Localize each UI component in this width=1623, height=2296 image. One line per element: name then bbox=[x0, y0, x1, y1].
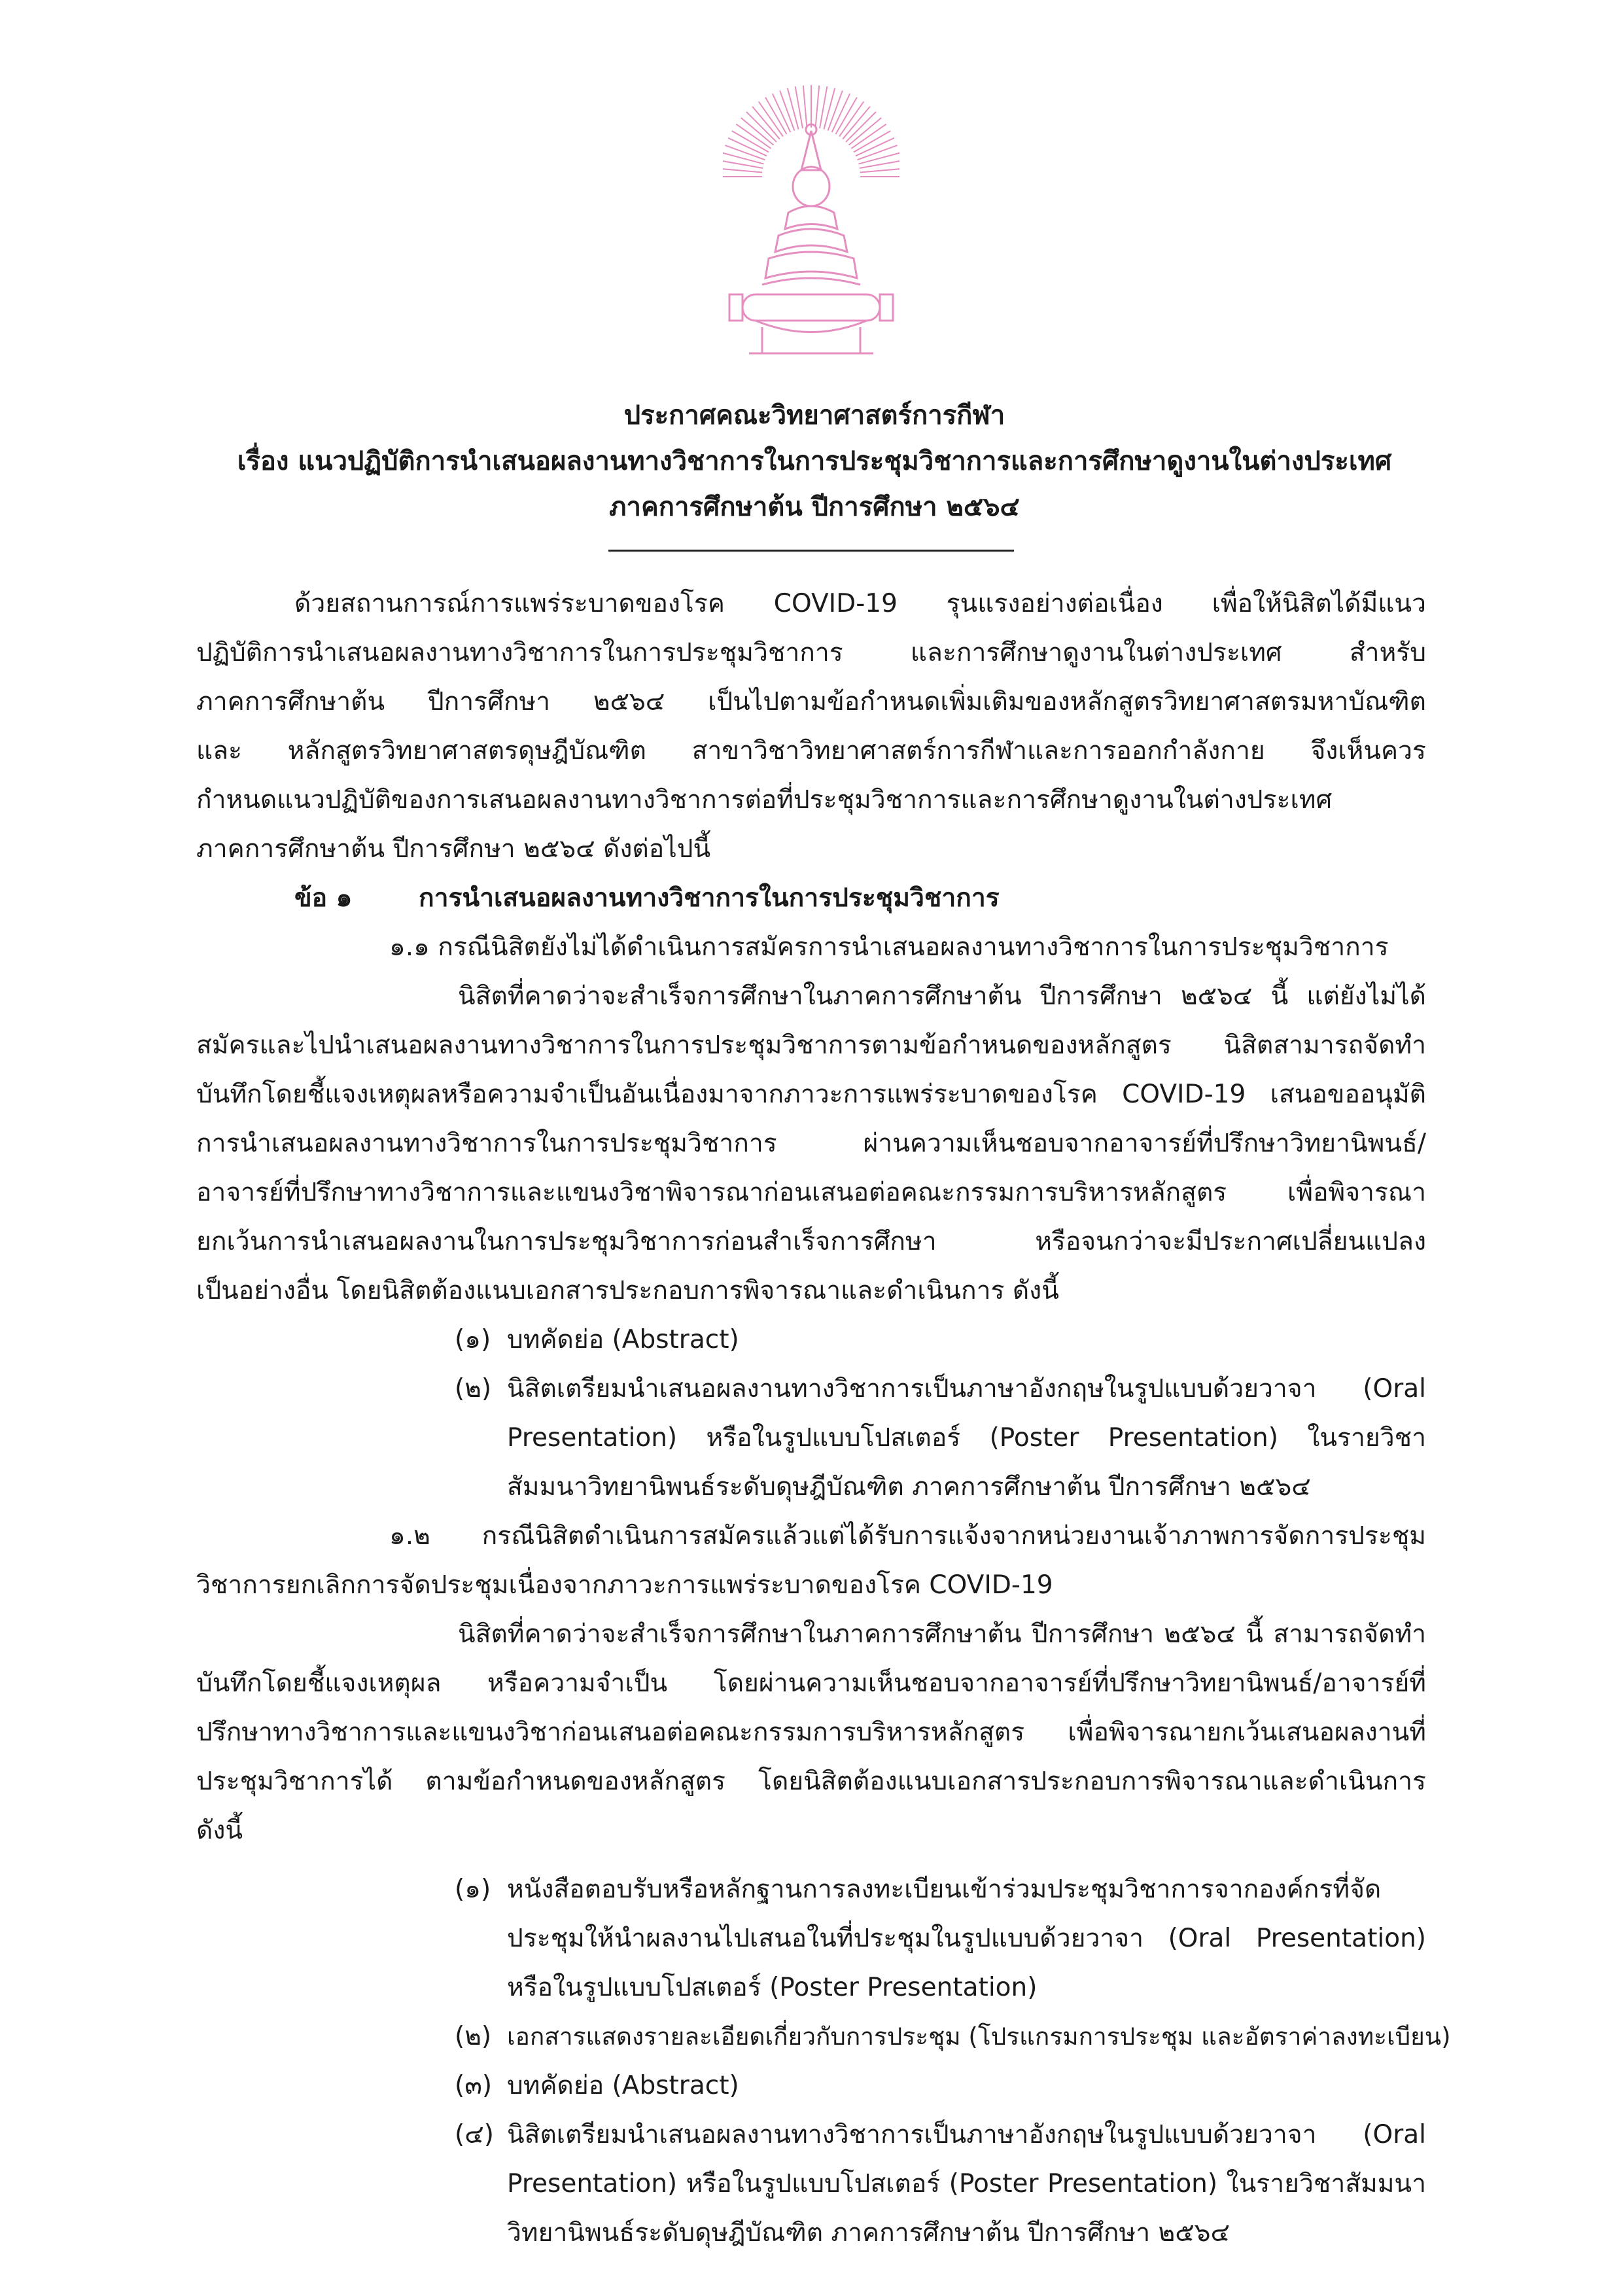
list-item: เอกสารแสดงรายละเอียดเกี่ยวกับการประชุม (โปรแกรมการประชุม และอัตราค่าลงทะเบียน) bbox=[507, 2022, 1451, 2051]
item-1-1-body: บันทึกโดยชี้แจงเหตุผลหรือความจำเป็นอันเนื่องมาจากภาวะการแพร่ระบาดของโรค COVID-19 เสนอขออนุมัติ bbox=[196, 1080, 1426, 1109]
item-1-2-heading: ๑.๒ กรณีนิสิตดำเนินการสมัครแล้วแต่ได้รับการแจ้งจากหน่วยงานเจ้าภาพการจัดการประชุม bbox=[389, 1521, 1426, 1551]
intro-line: ภาคการศึกษาต้น ปีการศึกษา ๒๕๖๔ ดังต่อไปนี้ bbox=[196, 834, 711, 864]
list-item: นิสิตเตรียมนำเสนอผลงานทางวิชาการเป็นภาษาอังกฤษในรูปแบบด้วยวาจา (Oral bbox=[507, 2120, 1426, 2149]
intro-line: ด้วยสถานการณ์การแพร่ระบาดของโรค COVID-19 รุนแรงอย่างต่อเนื่อง เพื่อให้นิสิตได้มีแนว bbox=[294, 589, 1426, 618]
item-1-2-body: ปรึกษาทางวิชาการและแขนงวิชาก่อนเสนอต่อคณะกรรมการบริหารหลักสูตร เพื่อพิจารณายกเว้นเสนอผลงานที่ bbox=[196, 1718, 1426, 1747]
intro-line: ปฏิบัติการนำเสนอผลงานทางวิชาการในการประชุมวิชาการ และการศึกษาดูงานในต่างประเทศ สำหรับ bbox=[196, 638, 1426, 667]
list-number: (๓) bbox=[455, 2071, 493, 2100]
list-number: (๑) bbox=[455, 1325, 491, 1354]
item-1-1-body: การนำเสนอผลงานทางวิชาการในการประชุมวิชาการ ผ่านความเห็นชอบจากอาจารย์ที่ปรึกษาวิทยานิพนธ์/ bbox=[196, 1129, 1426, 1158]
item-1-2-body: ดังนี้ bbox=[196, 1816, 243, 1845]
list-item: ประชุมให้นำผลงานไปเสนอในที่ประชุมในรูปแบบด้วยวาจา (Oral Presentation) bbox=[507, 1924, 1426, 1953]
item-1-2-body: บันทึกโดยชี้แจงเหตุผล หรือความจำเป็น โดยผ่านความเห็นชอบจากอาจารย์ที่ปรึกษาวิทยานิพนธ์/อาจารย์ที่ bbox=[196, 1669, 1426, 1698]
item-1-2-body: ประชุมวิชาการได้ ตามข้อกำหนดของหลักสูตร โดยนิสิตต้องแนบเอกสารประกอบการพิจารณาและดำเนินการ bbox=[196, 1767, 1426, 1796]
list-number: (๒) bbox=[455, 1374, 492, 1404]
item-1-2-body: นิสิตที่คาดว่าจะสำเร็จการศึกษาในภาคการศึกษาต้น ปีการศึกษา ๒๕๖๔ นี้ สามารถจัดทำ bbox=[458, 1619, 1426, 1649]
list-item: สัมมนาวิทยานิพนธ์ระดับดุษฎีบัณฑิต ภาคการศึกษาต้น ปีการศึกษา ๒๕๖๔ bbox=[507, 1472, 1311, 1502]
item-1-1-heading: ๑.๑ กรณีนิสิตยังไม่ได้ดำเนินการสมัครการนำเสนอผลงานทางวิชาการในการประชุมวิชาการ bbox=[389, 932, 1389, 962]
intro-line: กำหนดแนวปฏิบัติของการเสนอผลงานทางวิชาการต่อที่ประชุมวิชาการและการศึกษาดูงานในต่างประเทศ bbox=[196, 785, 1333, 815]
list-number: (๒) bbox=[455, 2022, 492, 2051]
list-item: บทคัดย่อ (Abstract) bbox=[507, 1325, 739, 1354]
list-number: (๔) bbox=[455, 2120, 494, 2149]
list-item: Presentation) หรือในรูปแบบโปสเตอร์ (Poster Presentation) ในรายวิชา bbox=[507, 1423, 1426, 1453]
chulalongkorn-seal-icon bbox=[723, 79, 899, 366]
list-item: วิทยานิพนธ์ระดับดุษฎีบัณฑิต ภาคการศึกษาต้น ปีการศึกษา ๒๕๖๔ bbox=[507, 2218, 1230, 2248]
list-number: (๑) bbox=[455, 1875, 491, 1904]
item-1-1-body: ยกเว้นการนำเสนอผลงานในการประชุมวิชาการก่อนสำเร็จการศึกษา หรือจนกว่าจะมีประกาศเปลี่ยนแปลง bbox=[196, 1227, 1426, 1256]
list-item: บทคัดย่อ (Abstract) bbox=[507, 2071, 739, 2100]
list-item: นิสิตเตรียมนำเสนอผลงานทางวิชาการเป็นภาษาอังกฤษในรูปแบบด้วยวาจา (Oral bbox=[507, 1374, 1426, 1404]
announcement-subject: เรื่อง แนวปฏิบัติการนำเสนอผลงานทางวิชาการในการประชุมวิชาการและการศึกษาดูงานในต่างประเทศ bbox=[237, 446, 1392, 476]
intro-line: ภาคการศึกษาต้น ปีการศึกษา ๒๕๖๔ เป็นไปตามข้อกำหนดเพิ่มเติมของหลักสูตรวิทยาศาสตรมหาบัณฑิต bbox=[196, 687, 1426, 716]
item-1-2-heading: วิชาการยกเลิกการจัดประชุมเนื่องจากภาวะการแพร่ระบาดของโรค COVID-19 bbox=[196, 1570, 1053, 1600]
announcement-term: ภาคการศึกษาต้น ปีการศึกษา ๒๕๖๔ bbox=[609, 492, 1020, 522]
section-heading: การนำเสนอผลงานทางวิชาการในการประชุมวิชาการ bbox=[419, 883, 1000, 913]
section-label: ข้อ ๑ bbox=[294, 883, 353, 913]
item-1-1-body: เป็นอย่างอื่น โดยนิสิตต้องแนบเอกสารประกอบการพิจารณาและดำเนินการ ดังนี้ bbox=[196, 1276, 1059, 1305]
list-item: หนังสือตอบรับหรือหลักฐานการลงทะเบียนเข้าร่วมประชุมวิชาการจากองค์กรที่จัด bbox=[507, 1875, 1382, 1904]
announcement-title: ประกาศคณะวิทยาศาสตร์การกีฬา bbox=[623, 400, 1005, 431]
item-1-1-body: นิสิตที่คาดว่าจะสำเร็จการศึกษาในภาคการศึกษาต้น ปีการศึกษา ๒๕๖๔ นี้ แต่ยังไม่ได้ bbox=[458, 981, 1426, 1011]
item-1-1-body: อาจารย์ที่ปรึกษาทางวิชาการและแขนงวิชาพิจารณาก่อนเสนอต่อคณะกรรมการบริหารหลักสูตร เพื่อพิจารณา bbox=[196, 1178, 1426, 1207]
intro-line: และ หลักสูตรวิทยาศาสตรดุษฎีบัณฑิต สาขาวิชาวิทยาศาสตร์การกีฬาและการออกกำลังกาย จึงเห็นควร bbox=[196, 736, 1426, 766]
list-item: Presentation) หรือในรูปแบบโปสเตอร์ (Poster Presentation) ในรายวิชาสัมมนา bbox=[507, 2169, 1426, 2199]
list-item: หรือในรูปแบบโปสเตอร์ (Poster Presentation) bbox=[507, 1973, 1038, 2002]
item-1-1-body: สมัครและไปนำเสนอผลงานทางวิชาการในการประชุมวิชาการตามข้อกำหนดของหลักสูตร นิสิตสามารถจัดทำ bbox=[196, 1031, 1426, 1060]
title-divider bbox=[608, 550, 1014, 552]
